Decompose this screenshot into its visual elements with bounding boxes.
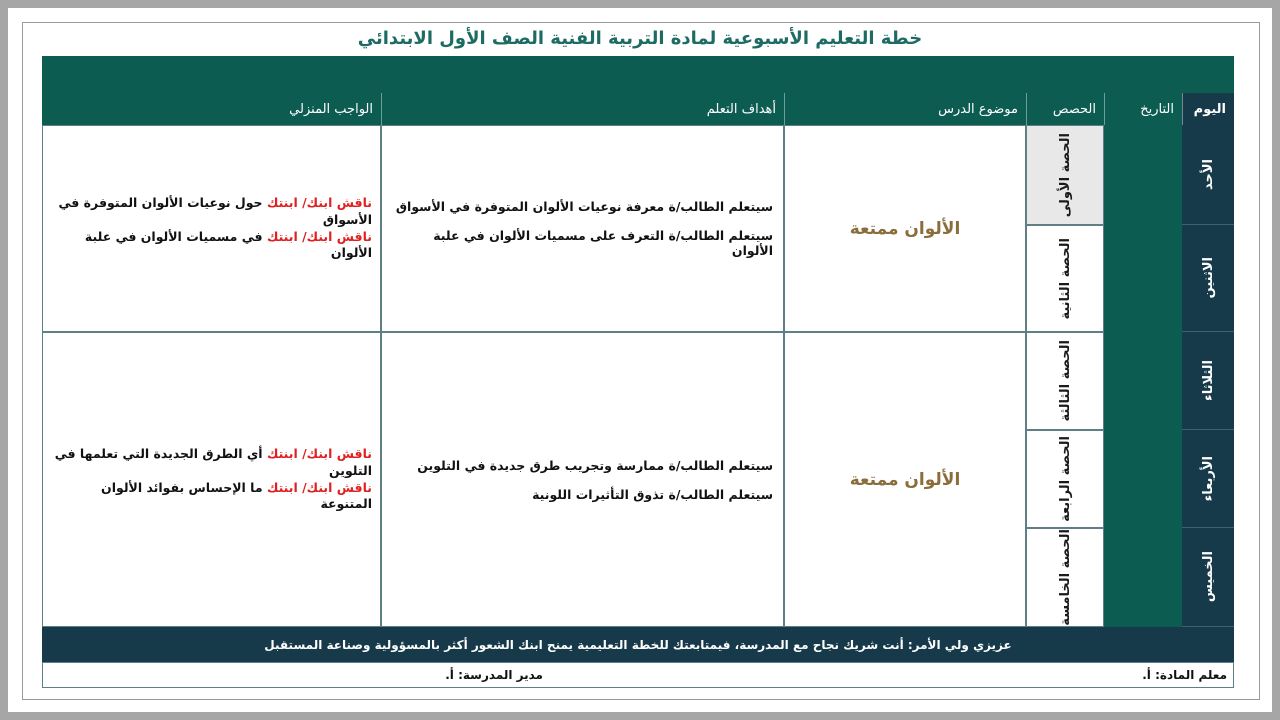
period-2: الحصة الثانية — [1026, 225, 1104, 332]
header-periods: الحصص — [1026, 93, 1104, 125]
header-learning-objectives: أهداف التعلم — [381, 93, 784, 125]
signature-row — [42, 662, 1234, 688]
header-day: اليوم — [1182, 93, 1234, 125]
objective-item: سيتعلم الطالب/ة التعرف على مسميات الألوان في علبة الألوان — [433, 228, 773, 258]
objectives-2 — [381, 332, 784, 627]
parent-message: عزيزي ولي الأمر: أنت شريك نجاح مع المدرسة، فيمتابعتك للخطة التعليمية يمنح ابنك الشعور أكثر بالمسؤولية وصناعة المستقبل — [42, 627, 1234, 662]
page-title: خطة التعليم الأسبوعية لمادة التربية الفنية الصف الأول الابتدائي — [357, 28, 923, 49]
lesson-topic-2: الألوان ممتعة — [784, 332, 1026, 627]
day-thursday: الخميس — [1182, 528, 1234, 627]
period-5: الحصة الخامسة — [1026, 528, 1104, 627]
period-3: الحصة الثالثة — [1026, 332, 1104, 430]
day-tuesday: الثلاثاء — [1182, 332, 1234, 430]
header-band — [42, 56, 1234, 93]
day-wednesday: الأربعاء — [1182, 430, 1234, 528]
header-lesson-topic: موضوع الدرس — [784, 93, 1026, 125]
homework-item: ناقش ابنك/ ابنتك أي الطرق الجديدة التي تعلمها في التلوين — [54, 445, 372, 478]
date-column — [1104, 125, 1182, 683]
day-sunday: الأحد — [1182, 125, 1234, 225]
objective-item: سيتعلم الطالب/ة ممارسة وتجريب طرق جديدة في التلوين — [417, 457, 773, 473]
objective-item: سيتعلم الطالب/ة معرفة نوعيات الألوان المتوفرة في الأسواق — [395, 199, 773, 214]
objective-item: سيتعلم الطالب/ة تذوق التأثيرات اللونية — [532, 486, 773, 502]
header-date: التاريخ — [1104, 93, 1182, 125]
homework-item: ناقش ابنك/ ابنتك حول نوعيات الألوان المتوفرة في الأسواق — [58, 194, 372, 227]
homework-item: ناقش ابنك/ ابنتك في مسميات الألوان في علبة الألوان — [84, 228, 372, 261]
objectives-1 — [381, 125, 784, 332]
homework-item: ناقش ابنك/ ابنتك ما الإحساس بفوائد الألوان المتنوعة — [101, 479, 372, 512]
day-monday: الاثنين — [1182, 225, 1234, 332]
homework-2 — [42, 332, 381, 627]
teacher-signature: معلم المادة: أ. — [1142, 668, 1227, 682]
lesson-topic-1: الألوان ممتعة — [784, 125, 1026, 332]
weekly-plan-table — [42, 56, 1234, 688]
homework-1 — [42, 125, 381, 332]
period-1: الحصة الأولى — [1026, 125, 1104, 225]
period-4: الحصة الرابعة — [1026, 430, 1104, 528]
principal-signature: مدير المدرسة: أ. — [445, 668, 543, 682]
header-homework: الواجب المنزلي — [42, 93, 381, 125]
